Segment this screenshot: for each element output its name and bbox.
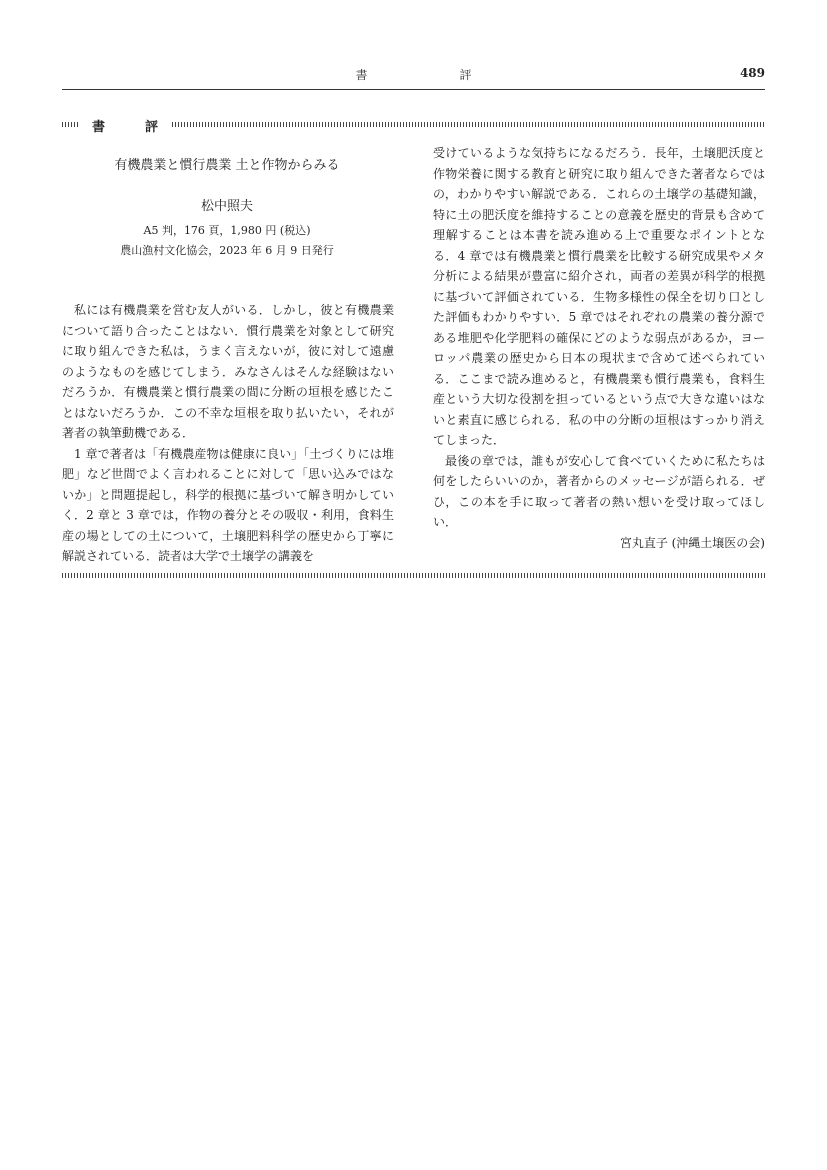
book-format-price: A5 判，176 頁，1,980 円 (税込): [143, 224, 311, 237]
book-author: 松中照夫: [200, 199, 253, 214]
reviewer-signature: 宮丸直子 (沖縄土壌医の会): [619, 535, 765, 550]
header-rule: [62, 89, 765, 90]
review-column-left: [62, 300, 394, 567]
section-label-char2: 評: [145, 120, 159, 135]
book-publisher-date: 農山漁村文化協会，2023 年 6 月 9 日発行: [120, 244, 334, 257]
review-paragraph-2: 1 章で著者は「有機農産物は健康に良い」「土づくりには堆肥」など世間でよく言われることに対して「思い込みではないか」と問題提起し，科学的根拠に基づいて解き明かしていく．2 章と 3 章では，作物の養分とその吸収・利用，食料生産の場としての土について，土壌肥料科学の歴史から丁寧に解説されている．読者は大学で土壌学の講義を: [62, 446, 394, 563]
running-header-title: 書 評: [355, 68, 512, 82]
review-column-right: [433, 143, 765, 553]
review-paragraph-3: 最後の章では，誰もが安心して食べていくために私たちは何をしたらいいのか，著者からのメッセージが語られる．ぜひ，この本を手に取って著者の熱い想いを受け取ってほしい．: [433, 453, 765, 529]
section-label-char1: 書: [92, 120, 106, 135]
page-number: 489: [739, 66, 765, 80]
review-paragraph-1: 私には有機農業を営む友人がいる．しかし，彼と有機農業について語り合ったことはない．慣行農業を対象として研究に取り組んできた私は，うまく言えないが，彼に対して遠慮のようなものを感じてしまう．みなさんはそんな経験はないだろうか．有機農業と慣行農業の間に分断の垣根を感じたことはないだろうか．この不幸な垣根を取り払いたい，それが著者の執筆動機である．: [62, 303, 394, 440]
review-paragraph-2-cont: 受けているような気持ちになるだろう．長年，土壌肥沃度と作物栄養に関する教育と研究に取り組んできた著者ならではの，わかりやすい解説である．これらの土壌学の基礎知識，特に土の肥沃度を維持することの意義を歴史的背景も含めて理解することは本書を読み進める上で重要なポイントとなる．4 章では有機農業と慣行農業を比較する研究成果やメタ分析による結果が豊富に紹介され，両者の差異が科学的根拠に基づいて評価されている．生物多様性の保全を切り口とした評価もわかりやすい．5 章ではそれぞれの農業の養分源である堆肥や化学肥料の確保にどのような弱点があるか，ヨーロッパ農業の歴史から日本の現状まで含めて述べられている．ここまで読み進めると，有機農業も慣行農業も，食料生産という大切な役割を担っているという点で大きな違いはないと素直に感じられる．私の中の分断の垣根はすっかり消えてしまった．: [433, 146, 765, 447]
section-label: [92, 116, 158, 135]
book-title: 有機農業と慣行農業 土と作物からみる: [114, 158, 340, 173]
section-hatch-right: [172, 122, 765, 127]
section-hatch-bottom: [62, 573, 765, 578]
section-hatch-left: [62, 122, 79, 127]
